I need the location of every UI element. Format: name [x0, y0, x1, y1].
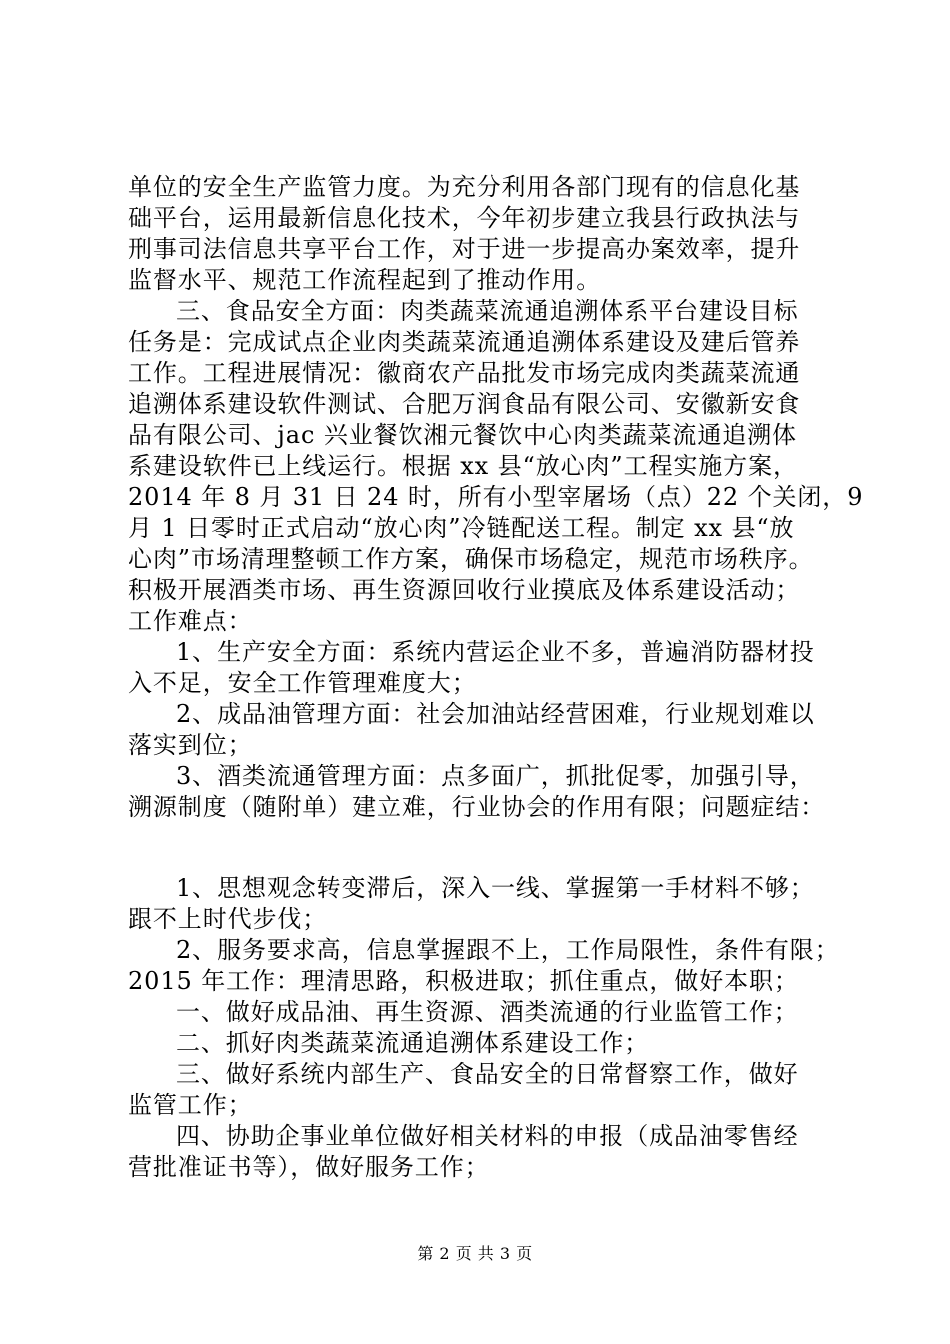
- text-line: 工作。工程进展情况：徽商农产品批发市场完成肉类蔬菜流通: [128, 359, 801, 387]
- text-line: 追溯体系建设软件测试、合肥万润食品有限公司、安徽新安食: [128, 390, 801, 418]
- text-line: 工作难点：: [128, 607, 253, 635]
- text-line: 三、食品安全方面：肉类蔬菜流通追溯体系平台建设目标: [176, 297, 799, 325]
- text-line: 础平台，运用最新信息化技术，今年初步建立我县行政执法与: [128, 204, 801, 232]
- text-line: 落实到位；: [128, 731, 253, 759]
- page-number-footer: 第 2 页 共 3 页: [417, 1244, 533, 1263]
- text-line: 监管工作；: [128, 1091, 253, 1119]
- text-line: 跟不上时代步伐；: [128, 905, 328, 933]
- document-body: [128, 172, 864, 1183]
- text-line: 溯源制度（随附单）建立难，行业协会的作用有限；问题症结：: [128, 793, 826, 821]
- text-line: 系建设软件已上线运行。根据 xx 县“放心肉”工程实施方案，: [128, 452, 798, 480]
- text-line: 2、成品油管理方面：社会加油站经营困难，行业规划难以: [176, 700, 815, 728]
- text-line: 2015 年工作：理清思路，积极进取；抓住重点，做好本职；: [128, 967, 799, 995]
- text-line: 月 1 日零时正式启动“放心肉”冷链配送工程。制定 xx 县“放: [128, 514, 795, 542]
- text-line: 四、协助企事业单位做好相关材料的申报（成品油零售经: [176, 1122, 799, 1150]
- text-line: 一、做好成品油、再生资源、酒类流通的行业监管工作；: [176, 998, 799, 1026]
- text-line: 3、酒类流通管理方面：点多面广，抓批促零，加强引导，: [176, 762, 815, 790]
- text-line: 单位的安全生产监管力度。为充分利用各部门现有的信息化基: [128, 173, 801, 201]
- text-line: 品有限公司、jac 兴业餐饮湘元餐饮中心肉类蔬菜流通追溯体: [128, 421, 797, 449]
- text-line: 二、抓好肉类蔬菜流通追溯体系建设工作；: [176, 1029, 650, 1057]
- text-line: 营批准证书等），做好服务工作；: [128, 1153, 490, 1181]
- text-line: 积极开展酒类市场、再生资源回收行业摸底及体系建设活动；: [128, 576, 801, 604]
- text-line: 任务是：完成试点企业肉类蔬菜流通追溯体系建设及建后管养: [128, 328, 801, 356]
- text-line: 1、生产安全方面：系统内营运企业不多，普遍消防器材投: [176, 638, 815, 666]
- text-line: 2014 年 8 月 31 日 24 时，所有小型宰屠场（点）22 个关闭，9: [128, 483, 864, 511]
- text-line: 心肉”市场清理整顿工作方案，确保市场稳定，规范市场秩序。: [128, 545, 814, 573]
- text-line: 刑事司法信息共享平台工作，对于进一步提高办案效率，提升: [128, 235, 801, 263]
- text-line: 三、做好系统内部生产、食品安全的日常督察工作，做好: [176, 1060, 799, 1088]
- text-line: 监督水平、规范工作流程起到了推动作用。: [128, 266, 602, 294]
- text-line: 1、思想观念转变滞后，深入一线、掌握第一手材料不够；: [176, 874, 815, 902]
- text-line: 2、服务要求高，信息掌握跟不上，工作局限性，条件有限；: [176, 936, 840, 964]
- text-line: 入不足，安全工作管理难度大；: [128, 669, 477, 697]
- paragraph-gap: [128, 823, 840, 873]
